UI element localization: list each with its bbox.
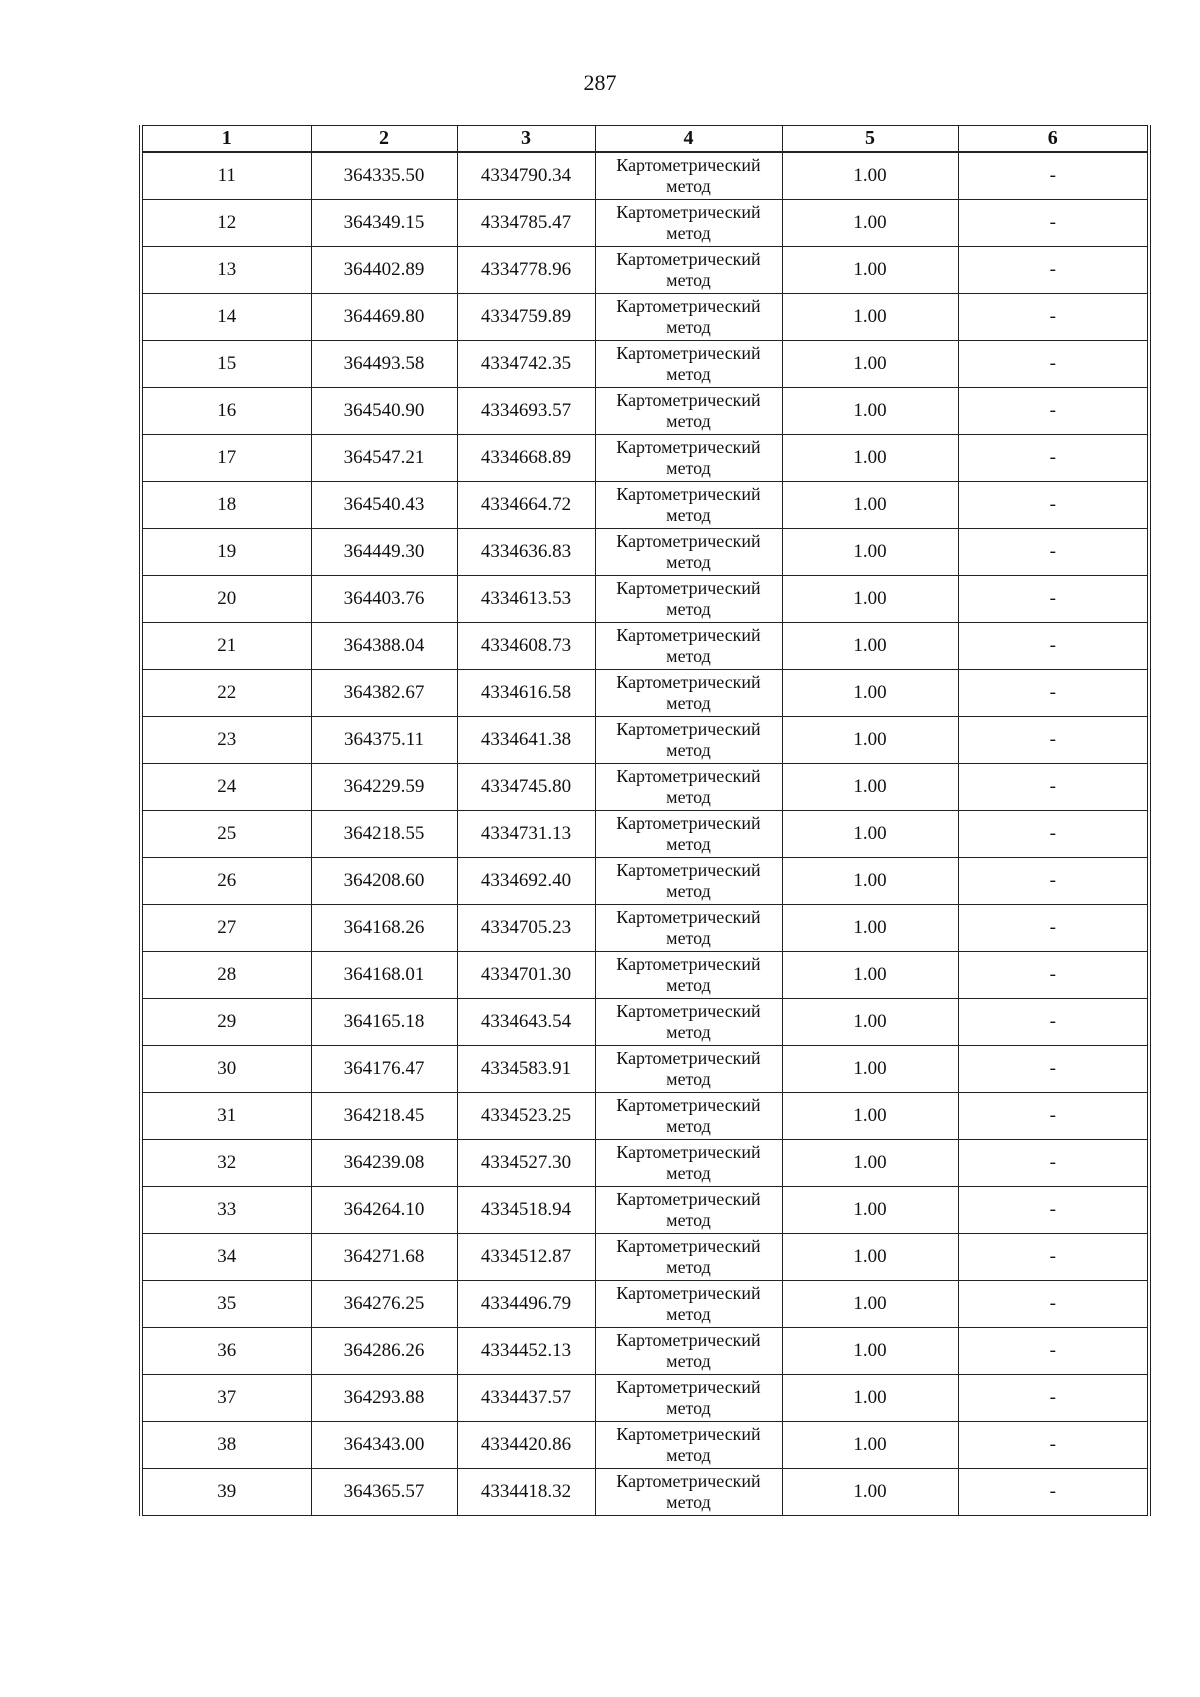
table-cell-col-6: - <box>958 717 1149 764</box>
method-cell <box>595 1469 782 1516</box>
column-header-2: 2 <box>311 126 457 153</box>
table-cell-col-2: 364168.01 <box>311 952 457 999</box>
table-cell-col-3: 4334523.25 <box>457 1093 595 1140</box>
column-header-1: 1 <box>141 126 311 153</box>
table-cell-col-5: 1.00 <box>782 623 958 670</box>
method-line-1: Картометрический <box>616 1424 761 1445</box>
table-row <box>141 811 1149 858</box>
method-line-2: метод <box>666 1445 711 1465</box>
table-header-row <box>141 126 1149 153</box>
table-cell-col-6: - <box>958 294 1149 341</box>
table-body <box>141 152 1149 1516</box>
table-cell-col-5: 1.00 <box>782 999 958 1046</box>
table-cell-col-2: 364449.30 <box>311 529 457 576</box>
table-cell-col-6: - <box>958 1469 1149 1516</box>
table-cell-col-5: 1.00 <box>782 1375 958 1422</box>
table-cell-col-6: - <box>958 999 1149 1046</box>
table-cell-col-1: 25 <box>141 811 311 858</box>
table-row <box>141 1187 1149 1234</box>
table-row <box>141 200 1149 247</box>
table-cell-col-3: 4334636.83 <box>457 529 595 576</box>
method-cell <box>595 1140 782 1187</box>
method-line-1: Картометрический <box>616 860 761 881</box>
method-line-2: метод <box>666 411 711 431</box>
table-row <box>141 623 1149 670</box>
table-cell-col-1: 34 <box>141 1234 311 1281</box>
method-cell <box>595 576 782 623</box>
method-line-2: метод <box>666 223 711 243</box>
method-line-2: метод <box>666 176 711 196</box>
table-cell-col-5: 1.00 <box>782 952 958 999</box>
table-row <box>141 1422 1149 1469</box>
table-cell-col-6: - <box>958 811 1149 858</box>
table-row <box>141 999 1149 1046</box>
table-cell-col-6: - <box>958 764 1149 811</box>
table-cell-col-2: 364168.26 <box>311 905 457 952</box>
table-cell-col-1: 28 <box>141 952 311 999</box>
table-cell-col-2: 364264.10 <box>311 1187 457 1234</box>
table-cell-col-1: 17 <box>141 435 311 482</box>
table-cell-col-2: 364375.11 <box>311 717 457 764</box>
table-cell-col-5: 1.00 <box>782 1422 958 1469</box>
table-cell-col-6: - <box>958 152 1149 200</box>
table-cell-col-6: - <box>958 1422 1149 1469</box>
method-line-1: Картометрический <box>616 249 761 270</box>
table-cell-col-5: 1.00 <box>782 1140 958 1187</box>
table-cell-col-3: 4334643.54 <box>457 999 595 1046</box>
table-cell-col-2: 364218.55 <box>311 811 457 858</box>
coordinates-table <box>139 125 1151 1516</box>
table-cell-col-6: - <box>958 905 1149 952</box>
method-line-1: Картометрический <box>616 155 761 176</box>
method-cell <box>595 1046 782 1093</box>
method-line-2: метод <box>666 1398 711 1418</box>
table-cell-col-5: 1.00 <box>782 435 958 482</box>
table-cell-col-3: 4334705.23 <box>457 905 595 952</box>
table-cell-col-5: 1.00 <box>782 1187 958 1234</box>
table-row <box>141 1281 1149 1328</box>
table-cell-col-3: 4334742.35 <box>457 341 595 388</box>
table-cell-col-2: 364335.50 <box>311 152 457 200</box>
method-line-2: метод <box>666 928 711 948</box>
method-line-1: Картометрический <box>616 766 761 787</box>
table-cell-col-1: 21 <box>141 623 311 670</box>
table-cell-col-1: 36 <box>141 1328 311 1375</box>
method-cell <box>595 388 782 435</box>
table-cell-col-6: - <box>958 341 1149 388</box>
table-cell-col-6: - <box>958 1234 1149 1281</box>
table-cell-col-3: 4334641.38 <box>457 717 595 764</box>
table-cell-col-5: 1.00 <box>782 341 958 388</box>
table-cell-col-3: 4334496.79 <box>457 1281 595 1328</box>
method-line-2: метод <box>666 975 711 995</box>
table-cell-col-3: 4334701.30 <box>457 952 595 999</box>
table-cell-col-3: 4334731.13 <box>457 811 595 858</box>
table-cell-col-3: 4334745.80 <box>457 764 595 811</box>
table-cell-col-1: 20 <box>141 576 311 623</box>
method-line-2: метод <box>666 599 711 619</box>
method-line-2: метод <box>666 740 711 760</box>
table-cell-col-5: 1.00 <box>782 1328 958 1375</box>
table-cell-col-2: 364469.80 <box>311 294 457 341</box>
method-cell <box>595 764 782 811</box>
table-row <box>141 1046 1149 1093</box>
table-cell-col-1: 11 <box>141 152 311 200</box>
table-row <box>141 858 1149 905</box>
table-row <box>141 764 1149 811</box>
table-cell-col-5: 1.00 <box>782 858 958 905</box>
table-cell-col-3: 4334518.94 <box>457 1187 595 1234</box>
table-cell-col-2: 364493.58 <box>311 341 457 388</box>
table-cell-col-3: 4334512.87 <box>457 1234 595 1281</box>
method-line-1: Картометрический <box>616 1236 761 1257</box>
method-cell <box>595 152 782 200</box>
method-cell <box>595 1187 782 1234</box>
table-cell-col-1: 32 <box>141 1140 311 1187</box>
method-cell <box>595 1234 782 1281</box>
table-row <box>141 1234 1149 1281</box>
method-line-2: метод <box>666 834 711 854</box>
method-line-1: Картометрический <box>616 907 761 928</box>
table-row <box>141 388 1149 435</box>
method-line-1: Картометрический <box>616 484 761 505</box>
page-number: 287 <box>583 70 617 95</box>
table-cell-col-2: 364343.00 <box>311 1422 457 1469</box>
table-cell-col-2: 364176.47 <box>311 1046 457 1093</box>
table-cell-col-1: 18 <box>141 482 311 529</box>
method-line-2: метод <box>666 552 711 572</box>
table-cell-col-2: 364218.45 <box>311 1093 457 1140</box>
method-line-2: метод <box>666 505 711 525</box>
method-line-1: Картометрический <box>616 531 761 552</box>
table-cell-col-5: 1.00 <box>782 1234 958 1281</box>
table-row <box>141 952 1149 999</box>
table-cell-col-5: 1.00 <box>782 576 958 623</box>
table-cell-col-6: - <box>958 247 1149 294</box>
column-header-3: 3 <box>457 126 595 153</box>
table-cell-col-6: - <box>958 482 1149 529</box>
table-cell-col-6: - <box>958 1281 1149 1328</box>
method-cell <box>595 247 782 294</box>
method-cell <box>595 200 782 247</box>
table-cell-col-1: 38 <box>141 1422 311 1469</box>
method-cell <box>595 811 782 858</box>
table-cell-col-1: 27 <box>141 905 311 952</box>
table-cell-col-3: 4334616.58 <box>457 670 595 717</box>
table-cell-col-5: 1.00 <box>782 717 958 764</box>
table-row <box>141 152 1149 200</box>
table-cell-col-6: - <box>958 670 1149 717</box>
table-cell-col-5: 1.00 <box>782 482 958 529</box>
method-line-2: метод <box>666 1116 711 1136</box>
table-row <box>141 529 1149 576</box>
table-cell-col-2: 364165.18 <box>311 999 457 1046</box>
table-cell-col-5: 1.00 <box>782 529 958 576</box>
table-cell-col-6: - <box>958 200 1149 247</box>
table-cell-col-6: - <box>958 952 1149 999</box>
table-cell-col-2: 364276.25 <box>311 1281 457 1328</box>
table-cell-col-3: 4334527.30 <box>457 1140 595 1187</box>
table-cell-col-3: 4334785.47 <box>457 200 595 247</box>
method-line-1: Картометрический <box>616 1377 761 1398</box>
table-cell-col-3: 4334759.89 <box>457 294 595 341</box>
method-line-1: Картометрический <box>616 813 761 834</box>
table-row <box>141 670 1149 717</box>
table-cell-col-6: - <box>958 1375 1149 1422</box>
table-cell-col-2: 364403.76 <box>311 576 457 623</box>
method-line-1: Картометрический <box>616 296 761 317</box>
table-cell-col-1: 15 <box>141 341 311 388</box>
table-cell-col-5: 1.00 <box>782 1093 958 1140</box>
method-cell <box>595 1328 782 1375</box>
table-row <box>141 1375 1149 1422</box>
table-cell-col-3: 4334583.91 <box>457 1046 595 1093</box>
table-cell-col-5: 1.00 <box>782 1469 958 1516</box>
method-line-2: метод <box>666 881 711 901</box>
table-cell-col-1: 33 <box>141 1187 311 1234</box>
table-cell-col-1: 14 <box>141 294 311 341</box>
table-cell-col-1: 39 <box>141 1469 311 1516</box>
table-row <box>141 1140 1149 1187</box>
table-cell-col-2: 364388.04 <box>311 623 457 670</box>
method-line-1: Картометрический <box>616 437 761 458</box>
table-cell-col-5: 1.00 <box>782 247 958 294</box>
table-row <box>141 294 1149 341</box>
table-cell-col-2: 364349.15 <box>311 200 457 247</box>
method-cell <box>595 858 782 905</box>
method-cell <box>595 670 782 717</box>
method-cell <box>595 341 782 388</box>
table-cell-col-5: 1.00 <box>782 200 958 247</box>
table-cell-col-1: 24 <box>141 764 311 811</box>
table-cell-col-5: 1.00 <box>782 1046 958 1093</box>
table-cell-col-1: 16 <box>141 388 311 435</box>
method-cell <box>595 1375 782 1422</box>
table-cell-col-5: 1.00 <box>782 905 958 952</box>
method-cell <box>595 482 782 529</box>
table-cell-col-3: 4334790.34 <box>457 152 595 200</box>
table-cell-col-1: 19 <box>141 529 311 576</box>
table-cell-col-6: - <box>958 529 1149 576</box>
table-cell-col-2: 364540.43 <box>311 482 457 529</box>
method-line-2: метод <box>666 1022 711 1042</box>
table-row <box>141 1469 1149 1516</box>
table-cell-col-3: 4334664.72 <box>457 482 595 529</box>
table-cell-col-5: 1.00 <box>782 1281 958 1328</box>
table-cell-col-1: 31 <box>141 1093 311 1140</box>
table-cell-col-5: 1.00 <box>782 811 958 858</box>
table-cell-col-5: 1.00 <box>782 670 958 717</box>
table-cell-col-3: 4334608.73 <box>457 623 595 670</box>
table-cell-col-6: - <box>958 435 1149 482</box>
table-cell-col-3: 4334692.40 <box>457 858 595 905</box>
method-line-1: Картометрический <box>616 578 761 599</box>
table-row <box>141 576 1149 623</box>
table-cell-col-3: 4334693.57 <box>457 388 595 435</box>
method-cell <box>595 905 782 952</box>
table-cell-col-2: 364271.68 <box>311 1234 457 1281</box>
table-row <box>141 435 1149 482</box>
table-cell-col-5: 1.00 <box>782 152 958 200</box>
table-cell-col-1: 12 <box>141 200 311 247</box>
method-line-2: метод <box>666 270 711 290</box>
table-cell-col-1: 13 <box>141 247 311 294</box>
table-cell-col-3: 4334437.57 <box>457 1375 595 1422</box>
method-cell <box>595 529 782 576</box>
column-header-4: 4 <box>595 126 782 153</box>
method-line-2: метод <box>666 458 711 478</box>
method-cell <box>595 1422 782 1469</box>
method-line-2: метод <box>666 1163 711 1183</box>
table-cell-col-3: 4334452.13 <box>457 1328 595 1375</box>
table-row <box>141 341 1149 388</box>
method-line-2: метод <box>666 646 711 666</box>
table-row <box>141 482 1149 529</box>
method-line-1: Картометрический <box>616 1330 761 1351</box>
table-cell-col-6: - <box>958 1187 1149 1234</box>
method-line-1: Картометрический <box>616 1283 761 1304</box>
table-cell-col-2: 364402.89 <box>311 247 457 294</box>
table-cell-col-5: 1.00 <box>782 764 958 811</box>
method-line-1: Картометрический <box>616 672 761 693</box>
coordinates-table-container <box>139 125 1151 1516</box>
column-header-6: 6 <box>958 126 1149 153</box>
method-cell <box>595 623 782 670</box>
table-cell-col-1: 29 <box>141 999 311 1046</box>
method-cell <box>595 1281 782 1328</box>
table-row <box>141 247 1149 294</box>
method-line-1: Картометрический <box>616 390 761 411</box>
table-cell-col-6: - <box>958 1140 1149 1187</box>
table-cell-col-1: 35 <box>141 1281 311 1328</box>
table-row <box>141 1093 1149 1140</box>
table-cell-col-1: 22 <box>141 670 311 717</box>
table-cell-col-2: 364540.90 <box>311 388 457 435</box>
table-cell-col-5: 1.00 <box>782 294 958 341</box>
table-cell-col-6: - <box>958 1328 1149 1375</box>
table-cell-col-2: 364229.59 <box>311 764 457 811</box>
table-cell-col-2: 364208.60 <box>311 858 457 905</box>
table-cell-col-1: 37 <box>141 1375 311 1422</box>
table-row <box>141 905 1149 952</box>
table-cell-col-6: - <box>958 623 1149 670</box>
method-line-1: Картометрический <box>616 1048 761 1069</box>
method-line-1: Картометрический <box>616 954 761 975</box>
method-line-1: Картометрический <box>616 625 761 646</box>
method-cell <box>595 717 782 764</box>
table-cell-col-1: 30 <box>141 1046 311 1093</box>
table-cell-col-1: 23 <box>141 717 311 764</box>
method-line-1: Картометрический <box>616 719 761 740</box>
method-cell <box>595 952 782 999</box>
method-line-2: метод <box>666 1492 711 1512</box>
table-row <box>141 1328 1149 1375</box>
table-cell-col-6: - <box>958 1093 1149 1140</box>
table-cell-col-6: - <box>958 858 1149 905</box>
table-cell-col-3: 4334613.53 <box>457 576 595 623</box>
method-line-2: метод <box>666 787 711 807</box>
method-cell <box>595 999 782 1046</box>
method-line-2: метод <box>666 317 711 337</box>
column-header-5: 5 <box>782 126 958 153</box>
method-line-1: Картометрический <box>616 1189 761 1210</box>
table-cell-col-2: 364239.08 <box>311 1140 457 1187</box>
method-cell <box>595 1093 782 1140</box>
table-cell-col-6: - <box>958 576 1149 623</box>
method-line-1: Картометрический <box>616 343 761 364</box>
table-cell-col-3: 4334420.86 <box>457 1422 595 1469</box>
table-cell-col-3: 4334668.89 <box>457 435 595 482</box>
table-cell-col-3: 4334778.96 <box>457 247 595 294</box>
method-line-2: метод <box>666 693 711 713</box>
table-cell-col-3: 4334418.32 <box>457 1469 595 1516</box>
method-line-1: Картометрический <box>616 1471 761 1492</box>
method-line-1: Картометрический <box>616 1001 761 1022</box>
method-line-2: метод <box>666 1351 711 1371</box>
table-row <box>141 717 1149 764</box>
table-cell-col-2: 364365.57 <box>311 1469 457 1516</box>
table-cell-col-5: 1.00 <box>782 388 958 435</box>
method-cell <box>595 435 782 482</box>
method-cell <box>595 294 782 341</box>
table-cell-col-2: 364547.21 <box>311 435 457 482</box>
method-line-1: Картометрический <box>616 1095 761 1116</box>
method-line-2: метод <box>666 1069 711 1089</box>
method-line-2: метод <box>666 1257 711 1277</box>
table-cell-col-6: - <box>958 1046 1149 1093</box>
table-cell-col-2: 364382.67 <box>311 670 457 717</box>
method-line-1: Картометрический <box>616 1142 761 1163</box>
method-line-2: метод <box>666 1210 711 1230</box>
method-line-1: Картометрический <box>616 202 761 223</box>
table-cell-col-6: - <box>958 388 1149 435</box>
table-cell-col-1: 26 <box>141 858 311 905</box>
method-line-2: метод <box>666 364 711 384</box>
table-cell-col-2: 364293.88 <box>311 1375 457 1422</box>
method-line-2: метод <box>666 1304 711 1324</box>
table-cell-col-2: 364286.26 <box>311 1328 457 1375</box>
